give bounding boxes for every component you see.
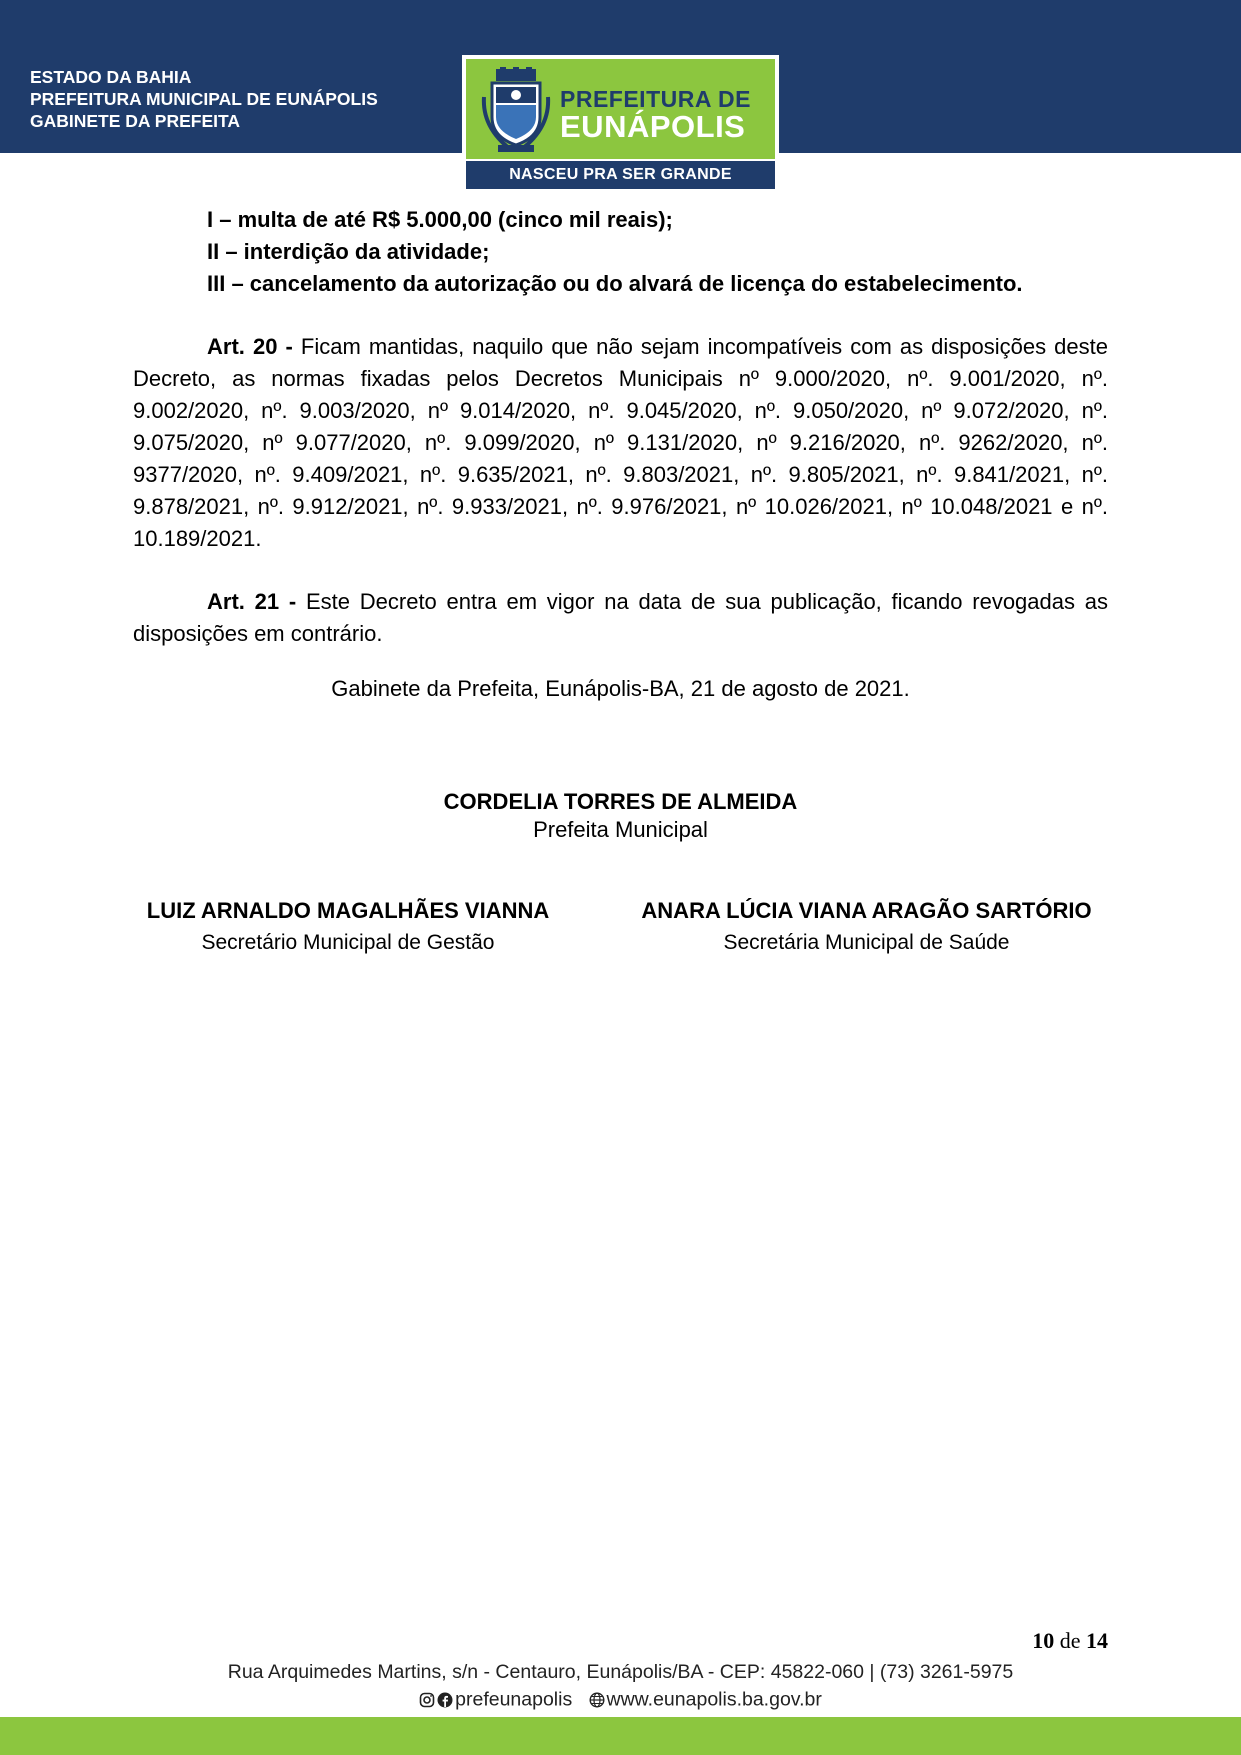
social-handle[interactable]: prefeunapolis <box>455 1688 573 1711</box>
logo-title-bottom: EUNÁPOLIS <box>560 109 746 144</box>
document-body <box>133 204 1108 650</box>
page-number <box>1032 1628 1108 1654</box>
signature-name: ANARA LÚCIA VIANA ARAGÃO SARTÓRIO <box>641 898 1092 923</box>
signature-secretary-health <box>625 897 1108 957</box>
header-org-text <box>30 66 378 132</box>
logo-title-top: PREFEITURA DE <box>560 86 751 112</box>
article-21 <box>133 586 1108 650</box>
prefecture-logo <box>462 55 779 193</box>
page-total: 14 <box>1086 1628 1108 1653</box>
footer-contacts <box>0 1688 1241 1711</box>
article-20 <box>133 331 1108 555</box>
globe-icon <box>589 1692 605 1708</box>
article-20-label: Art. 20 - <box>207 334 293 359</box>
article-21-label: Art. 21 - <box>207 589 297 614</box>
instagram-icon <box>419 1692 435 1708</box>
article-21-text: Este Decreto entra em vigor na data de sua publicação, ficando revogadas as disposições em contrário. <box>133 589 1108 646</box>
signature-name: LUIZ ARNALDO MAGALHÃES VIANNA <box>146 898 550 923</box>
article-20-text: Ficam mantidas, naquilo que não sejam incompatíveis com as disposições deste Decreto, as normas fixadas pelos Decretos Municipais nº 9.000/2020, nº. 9.001/2020, nº. 9.002/2020, nº. 9.003/2020, nº 9.014/2020, nº. 9.045/2020, nº. 9.050/2020, nº 9.072/2020, nº. 9.075/2020, nº 9.077/2020, nº. 9.099/2020, nº 9.131/2020, nº 9.216/2020, nº. 9262/2020, nº. 9377/2020, nº. 9.409/2021, nº. 9.635/2021, nº. 9.803/2021, nº. 9.805/2021, nº. 9.841/2021, nº. 9.878/2021, nº. 9.912/2021, nº. 9.933/2021, nº. 9.976/2021, nº 10.026/2021, nº 10.048/2021 e nº. 10.189/2021. <box>133 334 1108 551</box>
penalty-item: I – multa de até R$ 5.000,00 (cinco mil reais); <box>207 207 673 232</box>
penalty-item: III – cancelamento da autorização ou do alvará de licença do estabelecimento. <box>207 271 1023 296</box>
signature-mayor <box>0 788 1241 844</box>
signature-secretary-management <box>133 897 563 957</box>
footer-address: Rua Arquimedes Martins, s/n - Centauro, Eunápolis/BA - CEP: 45822-060 | (73) 3261-5975 <box>227 1661 1014 1683</box>
website-link[interactable]: www.eunapolis.ba.gov.br <box>606 1688 822 1711</box>
signature-role: Prefeita Municipal <box>533 817 708 842</box>
coat-of-arms-icon <box>480 67 552 153</box>
signature-role: Secretária Municipal de Saúde <box>723 931 1010 954</box>
page-sep: de <box>1059 1628 1081 1653</box>
signature-role: Secretário Municipal de Gestão <box>201 931 495 954</box>
penalty-item: II – interdição da atividade; <box>207 239 490 264</box>
header-state: ESTADO DA BAHIA <box>30 67 192 87</box>
header-prefecture: PREFEITURA MUNICIPAL DE EUNÁPOLIS <box>30 89 378 109</box>
header-office: GABINETE DA PREFEITA <box>30 111 241 131</box>
logo-green-panel <box>466 59 775 159</box>
page-current: 10 <box>1032 1628 1055 1653</box>
date-line: Gabinete da Prefeita, Eunápolis-BA, 21 de agosto de 2021. <box>331 676 910 701</box>
signature-name: CORDELIA TORRES DE ALMEIDA <box>443 789 798 814</box>
footer-band <box>0 1717 1241 1755</box>
logo-slogan: NASCEU PRA SER GRANDE <box>466 161 775 189</box>
facebook-icon <box>437 1692 453 1708</box>
